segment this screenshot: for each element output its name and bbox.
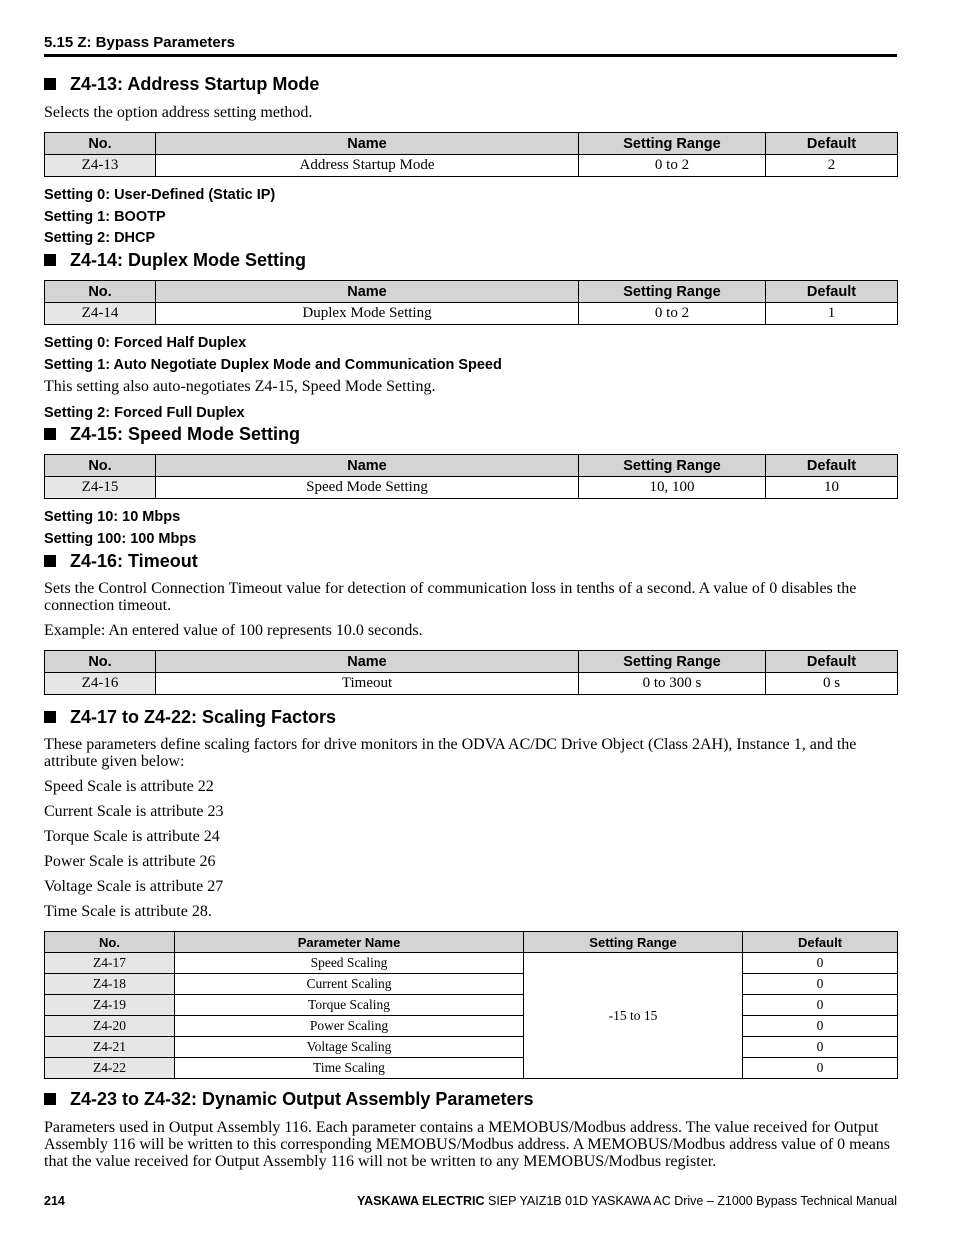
col-name: Name bbox=[156, 281, 579, 303]
param-default: 0 bbox=[743, 1016, 898, 1037]
param-name: Time Scaling bbox=[175, 1058, 524, 1079]
footer-manual-title bbox=[357, 1194, 897, 1208]
param-default: 0 bbox=[743, 1058, 898, 1079]
param-name: Power Scaling bbox=[175, 1016, 524, 1037]
param-name: Current Scaling bbox=[175, 974, 524, 995]
param-default: 2 bbox=[766, 155, 898, 177]
col-no: No. bbox=[45, 281, 156, 303]
param-range: 0 to 300 s bbox=[579, 673, 766, 695]
section-title: 5.15 Z: Bypass Parameters bbox=[44, 34, 235, 51]
param-default: 0 s bbox=[766, 673, 898, 695]
param-no: Z4-22 bbox=[45, 1058, 175, 1079]
page-number: 214 bbox=[44, 1194, 65, 1208]
footer-brand: YASKAWA ELECTRIC bbox=[356, 1194, 485, 1208]
param-no: Z4-20 bbox=[45, 1016, 175, 1037]
col-range: Setting Range bbox=[579, 133, 766, 155]
param-name: Speed Scaling bbox=[175, 953, 524, 974]
col-range: Setting Range bbox=[579, 281, 766, 303]
param-no: Z4-14 bbox=[45, 303, 156, 325]
col-default: Default bbox=[766, 651, 898, 673]
z4-13-table bbox=[44, 132, 898, 177]
param-default: 0 bbox=[743, 974, 898, 995]
param-range: 0 to 2 bbox=[579, 155, 766, 177]
table-row bbox=[45, 995, 898, 1016]
z4-14-table bbox=[44, 280, 898, 325]
table-row bbox=[45, 303, 898, 325]
param-no: Z4-18 bbox=[45, 974, 175, 995]
param-default: 0 bbox=[743, 995, 898, 1016]
param-default: 1 bbox=[766, 303, 898, 325]
setting-label: Setting 0: User-Defined (Static IP) bbox=[44, 187, 276, 203]
setting-label: Setting 0: Forced Half Duplex bbox=[44, 335, 247, 351]
col-range: Setting Range bbox=[524, 932, 743, 953]
setting-label: Setting 1: BOOTP bbox=[44, 209, 166, 225]
param-name: Duplex Mode Setting bbox=[156, 303, 579, 325]
z4-16-example: Example: An entered value of 100 represents 10.0 seconds. bbox=[44, 622, 423, 639]
square-bullet-icon bbox=[44, 555, 56, 567]
attribute-item: Torque Scale is attribute 24 bbox=[44, 828, 220, 845]
col-no: No. bbox=[45, 932, 175, 953]
param-default: 10 bbox=[766, 477, 898, 499]
param-default: 0 bbox=[743, 1037, 898, 1058]
z4-23-32-description: Parameters used in Output Assembly 116. Each parameter contains a MEMOBUS/Modbus address. The value received for Output Assembly 116 will be written to this corresponding MEMOBUS/Modbus address. A MEMOBUS/Modbus address value of 0 means that the value received for Output Assembly 116 will not be written to any MEMOBUS/Modbus register. bbox=[44, 1119, 891, 1170]
col-name: Name bbox=[156, 133, 579, 155]
col-default: Default bbox=[766, 133, 898, 155]
setting-label: Setting 2: Forced Full Duplex bbox=[44, 405, 245, 421]
param-name: Timeout bbox=[156, 673, 579, 695]
param-range: 0 to 2 bbox=[579, 303, 766, 325]
attribute-item: Current Scale is attribute 23 bbox=[44, 803, 224, 820]
col-no: No. bbox=[45, 133, 156, 155]
col-no: No. bbox=[45, 455, 156, 477]
heading-z4-16: Z4-16: Timeout bbox=[44, 551, 198, 572]
param-default: 0 bbox=[743, 953, 898, 974]
square-bullet-icon bbox=[44, 1093, 56, 1105]
table-row bbox=[45, 477, 898, 499]
heading-z4-14: Z4-14: Duplex Mode Setting bbox=[44, 250, 306, 271]
setting-label: Setting 1: Auto Negotiate Duplex Mode and Communication Speed bbox=[44, 357, 502, 373]
col-name: Name bbox=[156, 455, 579, 477]
param-range: 10, 100 bbox=[579, 477, 766, 499]
col-default: Default bbox=[743, 932, 898, 953]
table-row bbox=[45, 1037, 898, 1058]
col-no: No. bbox=[45, 651, 156, 673]
param-no: Z4-21 bbox=[45, 1037, 175, 1058]
param-no: Z4-19 bbox=[45, 995, 175, 1016]
header-rule bbox=[44, 54, 897, 57]
param-name: Torque Scaling bbox=[175, 995, 524, 1016]
attribute-item: Speed Scale is attribute 22 bbox=[44, 778, 214, 795]
table-row bbox=[45, 673, 898, 695]
square-bullet-icon bbox=[44, 711, 56, 723]
z4-15-table bbox=[44, 454, 898, 499]
footer-manual: SIEP YAIZ1B 01D YASKAWA AC Drive – Z1000 Bypass Technical Manual bbox=[484, 1194, 897, 1208]
param-no: Z4-15 bbox=[45, 477, 156, 499]
z4-14-note: This setting also auto-negotiates Z4-15, Speed Mode Setting. bbox=[44, 378, 436, 395]
col-range: Setting Range bbox=[579, 651, 766, 673]
col-parameter-name: Parameter Name bbox=[175, 932, 524, 953]
heading-z4-17-22: Z4-17 to Z4-22: Scaling Factors bbox=[44, 707, 336, 728]
scaling-table bbox=[44, 931, 898, 1079]
square-bullet-icon bbox=[44, 78, 56, 90]
param-no: Z4-17 bbox=[45, 953, 175, 974]
param-no: Z4-13 bbox=[45, 155, 156, 177]
col-range: Setting Range bbox=[579, 455, 766, 477]
param-no: Z4-16 bbox=[45, 673, 156, 695]
col-default: Default bbox=[766, 281, 898, 303]
table-row bbox=[45, 974, 898, 995]
square-bullet-icon bbox=[44, 428, 56, 440]
z4-16-description: Sets the Control Connection Timeout value for detection of communication loss in tenths of a second. A value of 0 disables the connection timeout. bbox=[44, 580, 857, 614]
z4-17-22-description: These parameters define scaling factors for drive monitors in the ODVA AC/DC Drive Object (Class 2AH), Instance 1, and the attribute given below: bbox=[44, 736, 857, 770]
setting-label: Setting 100: 100 Mbps bbox=[44, 531, 197, 547]
square-bullet-icon bbox=[44, 254, 56, 266]
table-row bbox=[45, 155, 898, 177]
attribute-item: Power Scale is attribute 26 bbox=[44, 853, 216, 870]
param-name: Voltage Scaling bbox=[175, 1037, 524, 1058]
table-row bbox=[45, 1016, 898, 1037]
heading-z4-13: Z4-13: Address Startup Mode bbox=[44, 74, 319, 95]
col-name: Name bbox=[156, 651, 579, 673]
col-default: Default bbox=[766, 455, 898, 477]
attribute-item: Time Scale is attribute 28. bbox=[44, 903, 212, 920]
attribute-item: Voltage Scale is attribute 27 bbox=[44, 878, 224, 895]
setting-label: Setting 10: 10 Mbps bbox=[44, 509, 181, 525]
z4-16-table bbox=[44, 650, 898, 695]
heading-z4-15: Z4-15: Speed Mode Setting bbox=[44, 424, 300, 445]
heading-z4-23-32: Z4-23 to Z4-32: Dynamic Output Assembly Parameters bbox=[44, 1089, 533, 1110]
shared-setting-range: -15 to 15 bbox=[524, 953, 743, 1079]
param-name: Address Startup Mode bbox=[156, 155, 579, 177]
table-row bbox=[45, 953, 898, 974]
setting-label: Setting 2: DHCP bbox=[44, 230, 156, 246]
param-name: Speed Mode Setting bbox=[156, 477, 579, 499]
z4-13-description: Selects the option address setting method. bbox=[44, 104, 313, 121]
table-row bbox=[45, 1058, 898, 1079]
